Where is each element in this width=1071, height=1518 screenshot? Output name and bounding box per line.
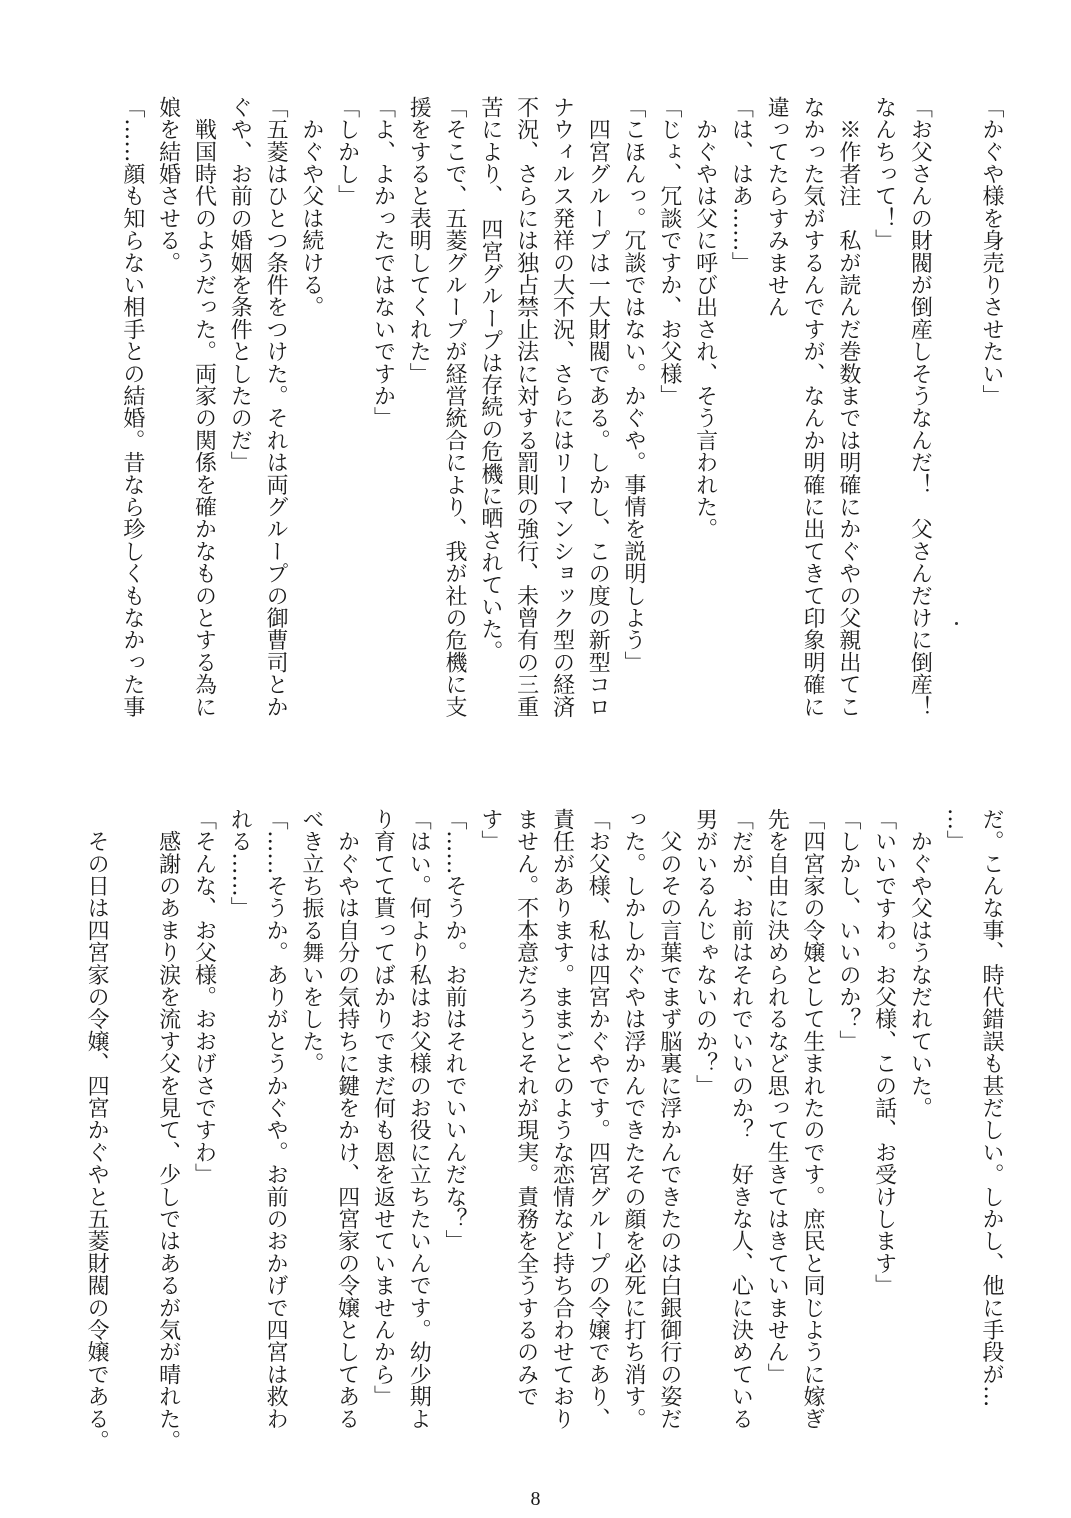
text-column: 「……そうか。お前はそれでいいんだな？」 [442, 808, 468, 1252]
upper-text-block [114, 96, 1009, 746]
text-column: なんちって！」 [871, 96, 897, 252]
text-column: れる……」 [227, 808, 253, 919]
text-column: ナウィルス発祥の大不況、さらにはリーマンショック型の経済 [549, 96, 575, 718]
text-column: べき立ち振る舞いをした。 [298, 808, 324, 1075]
text-column: 「しかし、いいのか？」 [835, 808, 861, 1053]
text-column: 「そこで、五菱グループが経営統合により、我が社の危機に支 [442, 96, 468, 718]
text-column: 違ってたらすみません [764, 96, 790, 318]
text-column: す」 [477, 808, 503, 853]
text-column: った。しかしかぐやは浮かんできたその顔を必死に打ち消す。 [621, 808, 647, 1430]
text-column: その日は四宮家の令嬢、四宮かぐやと五菱財閥の令嬢である。 [84, 808, 110, 1452]
text-column: ぐや、お前の婚姻を条件としたのだ」 [227, 96, 253, 474]
page-number: 8 [530, 1488, 541, 1510]
text-column: かぐやは父に呼び出され、そう言われた。 [692, 96, 718, 540]
text-column: り育てて貰ってばかりでまだ何も恩を返せていませんから」 [370, 808, 396, 1408]
text-column: …」 [943, 808, 969, 853]
text-column: 「こほんっ。冗談ではない。かぐや。事情を説明しよう」 [621, 96, 647, 674]
text-column: 娘を結婚させる。 [155, 96, 181, 274]
text-column: 「いいですわ。お父様、この話、お受けします」 [871, 808, 897, 1297]
text-column: 不況、さらには独占禁止法に対する罰則の強行、未曾有の三重 [513, 96, 539, 718]
lower-text-block [78, 808, 1009, 1468]
text-column: 「四宮家の令嬢として生まれたのです。庶民と同じように嫁ぎ [800, 808, 826, 1430]
text-column: 責任があります。ままごとのような恋情など持ち合わせており [549, 808, 575, 1430]
text-column: 感謝のあまり涙を流す父を見て、少しではあるが気が晴れた。 [155, 808, 181, 1452]
text-column: 「お父様、私は四宮かぐやです。四宮グループの令嬢であり、 [585, 808, 611, 1430]
text-column: 先を自由に決められるなど思って生きてはきていません」 [764, 808, 790, 1386]
text-column: 「お父さんの財閥が倒産しそうなんだ！ 父さんだけに倒産！ [907, 96, 933, 718]
text-column: かぐや父はうなだれていた。 [907, 808, 933, 1119]
text-column: 男がいるんじゃないのか？」 [692, 808, 718, 1097]
text-column: 「……顔も知らない相手との結婚。昔なら珍しくもなかった事 [119, 96, 145, 718]
text-column: なかった気がするんですが、なんか明確に出てきて印象明確に [800, 96, 826, 718]
text-column: 父のその言葉でまず脳裏に浮かんできたのは白銀御行の姿だ [656, 808, 682, 1430]
text-column: 「しかし」 [334, 96, 360, 207]
text-column [114, 808, 150, 1468]
text-column: 「五菱はひとつ条件をつけた。それは両グループの御曹司とか [263, 96, 289, 718]
text-column: 「……そうか。ありがとうかぐや。お前のおかげで四宮は救わ [263, 808, 289, 1430]
text-column: 四宮グループは一大財閥である。しかし、この度の新型コロ [585, 96, 611, 718]
text-column: かぐや父は続ける。 [298, 96, 324, 318]
text-column: 「だが、お前はそれでいいのか？ 好きな人、心に決めている [728, 808, 754, 1430]
text-column: 「よ、よかったではないですか」 [370, 96, 396, 429]
text-column: 「はい。何より私はお父様のお役に立ちたいんです。幼少期よ [406, 808, 432, 1430]
text-column: 「かぐや様を身売りさせたい」 [979, 96, 1004, 407]
text-column: 戦国時代のようだった。両家の関係を確かなものとする為に [191, 96, 217, 718]
text-column: 「じょ、冗談ですか、お父様」 [656, 96, 682, 407]
text-column: 苦により、 四宮グループは存続の危機に晒されていた。 [477, 96, 503, 663]
text-column [937, 96, 973, 746]
text-column: だ。こんな事、時代錯誤も甚だしい。しかし、他に手段が… [979, 808, 1004, 1408]
text-column: ません。不本意だろうとそれが現実。責務を全うするのみで [513, 808, 539, 1408]
text-column: ※作者注 私が読んだ巻数までは明確にかぐやの父親出てこ [835, 96, 861, 718]
text-column: 援をすると表明してくれた」 [406, 96, 432, 385]
text-column: かぐやは自分の気持ちに鍵をかけ、四宮家の令嬢としてある [334, 808, 360, 1430]
text-column: 「そんな、お父様。おおげさですわ」 [191, 808, 217, 1186]
text-column: 「は、はあ……」 [728, 96, 754, 274]
stray-dot-mark [955, 622, 958, 625]
